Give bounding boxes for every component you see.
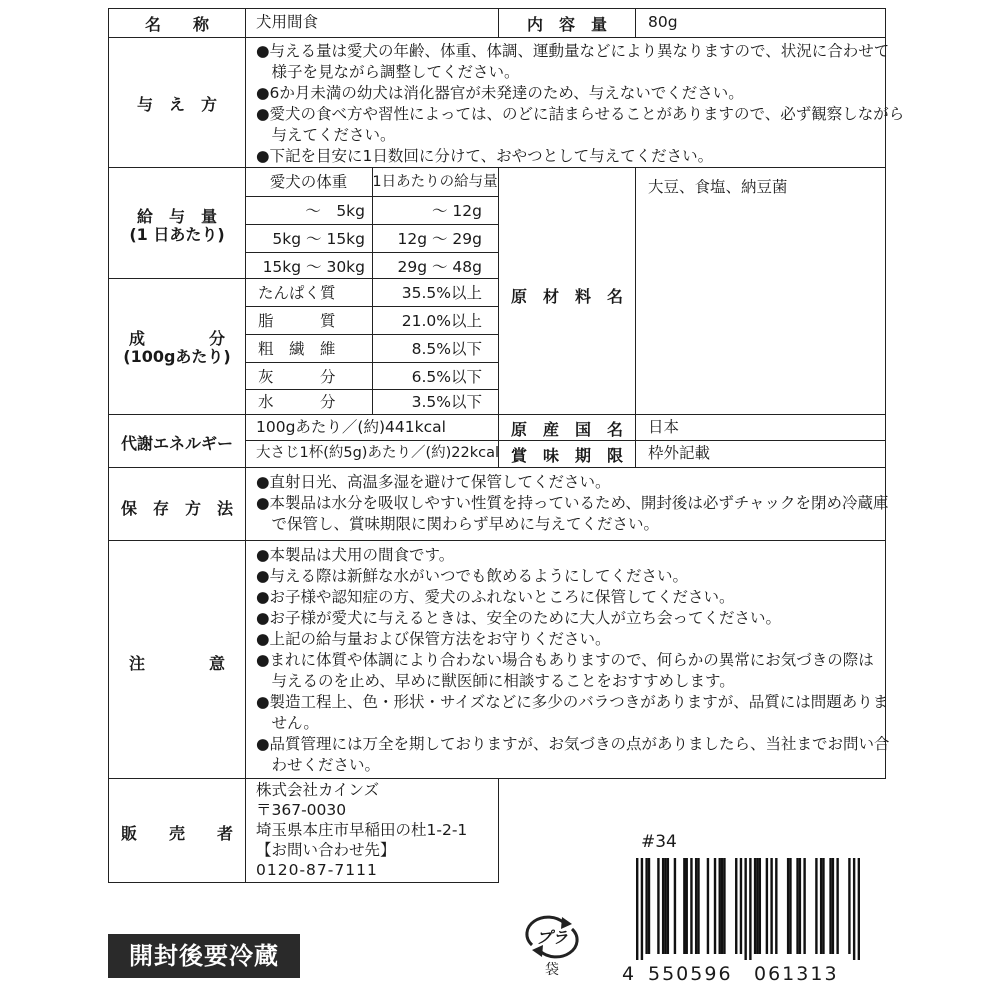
seller-line: 0120-87-7111	[256, 861, 378, 879]
barcode-bar	[648, 858, 650, 954]
barcode-bar	[848, 858, 850, 954]
barcode-bar	[799, 858, 801, 954]
weight-cell: 15kg 〜 30kg	[262, 258, 365, 276]
feeding-line: ●6か月未満の幼犬は消化器官が未発達のため、与えないでください。	[256, 84, 744, 102]
barcode-bar	[707, 858, 709, 954]
seller-line: 【お問い合わせ先】	[256, 841, 396, 859]
barcode-bar	[686, 858, 688, 954]
feeding-line: ●愛犬の食べ方や習性によっては、のどに詰まらせることがありますので、必ず観察しながら	[256, 105, 905, 123]
daily-amount-sublabel: (1 日あたり)	[129, 225, 225, 244]
barcode-bar	[832, 858, 834, 954]
recycle-mark	[524, 915, 580, 977]
barcode-bar	[664, 858, 666, 954]
divider	[635, 8, 636, 38]
barcode-bar	[641, 858, 643, 960]
storage-line: で保管し、賞味期限に関わらず早めに与えてください。	[256, 515, 660, 533]
nutrient-value: 3.5%以下	[411, 393, 482, 411]
composition-label: 成 分	[128, 329, 225, 348]
barcode-bar	[695, 858, 697, 954]
badge-text: 開封後要冷蔵	[129, 942, 279, 970]
nutrient-value: 35.5%以上	[401, 284, 482, 302]
barcode-bar	[822, 858, 824, 954]
divider	[245, 778, 246, 883]
barcode-bar	[657, 858, 659, 954]
recycle-caption: 袋	[545, 962, 559, 978]
divider	[245, 37, 246, 168]
origin-label: 原 産 国 名	[510, 420, 623, 439]
barcode-bar	[803, 858, 805, 954]
barcode-bar	[770, 858, 772, 954]
barcode-bar	[723, 858, 725, 954]
col-weight-header: 愛犬の体重	[269, 173, 348, 191]
nutrient-name: 脂 質	[258, 312, 336, 330]
barcode-first-digit: 4	[622, 963, 635, 985]
barcode-bar	[735, 858, 737, 954]
name-label: 名 称	[144, 15, 209, 34]
barcode-bar	[759, 858, 761, 954]
seller-line: 株式会社カインズ	[256, 781, 380, 799]
caution-line: ●上記の給与量および保管方法をお守りください。	[256, 630, 611, 648]
barcode-bar	[714, 858, 716, 954]
amount-cell: 12g 〜 29g	[397, 230, 482, 248]
divider	[245, 414, 246, 468]
barcode-bar	[775, 858, 777, 954]
caution-line: ●製造工程上、色・形状・サイズなどに多少のバラつきがありますが、品質には問題ありま	[256, 693, 889, 711]
origin-value: 日本	[648, 418, 680, 436]
nutrient-value: 8.5%以下	[411, 340, 482, 358]
energy-per-spoon: 大さじ1杯(約5g)あたり／(約)22kcal	[256, 445, 500, 461]
barcode-bar	[829, 858, 831, 954]
storage-label: 保 存 方 法	[120, 499, 233, 518]
caution-line: せん。	[256, 714, 319, 732]
feeding-line: 様子を見ながら調整してください。	[256, 63, 520, 81]
nutrient-name: たんぱく質	[258, 284, 336, 302]
storage-line: ●直射日光、高温多湿を避けて保管してください。	[256, 473, 611, 491]
nutrient-name: 水 分	[258, 393, 336, 411]
barcode	[636, 858, 860, 960]
ingredients-label: 原 材 料 名	[510, 287, 623, 306]
barcode-bar	[662, 858, 664, 954]
divider	[635, 414, 636, 468]
divider	[498, 8, 499, 38]
barcode-bar	[789, 858, 791, 954]
recycle-mark-text: プラ	[535, 928, 568, 947]
expiry-label: 賞 味 期 限	[510, 446, 623, 465]
nutrient-value: 6.5%以下	[411, 368, 482, 386]
barcode-bar	[674, 858, 676, 954]
amount-cell: 29g 〜 48g	[397, 258, 482, 276]
caution-line: ●本製品は犬用の間食です。	[256, 546, 455, 564]
barcode-bar	[796, 858, 798, 954]
barcode-group-2: 061313	[754, 963, 839, 985]
caution-line: 与えるのを止め、早めに獣医師に相談することをおすすめします。	[256, 672, 735, 690]
caution-line: ●まれに体質や体調により合わない場合もありますので、何らかの異常にお気づきの際は	[256, 651, 874, 669]
seller-label: 販 売 者	[120, 824, 233, 843]
barcode-bar	[858, 858, 860, 960]
storage-line: ●本製品は水分を吸収しやすい性質を持っているため、開封後は必ずチャックを閉め冷蔵庫	[256, 494, 889, 512]
barcode-bar	[697, 858, 699, 954]
caution-line: ●お子様や認知症の方、愛犬のふれないところに保管してください。	[256, 588, 735, 606]
content-label: 内 容 量	[526, 15, 607, 34]
expiry-value: 枠外記載	[648, 444, 711, 462]
barcode-bar	[721, 858, 723, 954]
energy-label: 代謝エネルギー	[120, 434, 233, 453]
barcode-bar	[815, 858, 817, 954]
divider	[635, 167, 636, 415]
caution-line: わせください。	[256, 756, 381, 774]
feeding-line: 与えてください。	[256, 126, 396, 144]
nutrient-value: 21.0%以上	[401, 312, 482, 330]
barcode-bar	[836, 858, 838, 954]
caution-label: 注 意	[128, 654, 225, 673]
refrigerate-after-opening-badge	[108, 934, 300, 978]
caution-line: ●与える際は新鮮な水がいつでも飲めるようにしてください。	[256, 567, 689, 585]
barcode-bar	[749, 858, 751, 960]
barcode-group-1: 550596	[648, 963, 733, 985]
barcode-bar	[690, 858, 692, 954]
divider	[245, 8, 246, 38]
barcode-code-label: #34	[641, 832, 677, 852]
seller-line: 埼玉県本庄市早稲田の杜1-2-1	[256, 821, 468, 839]
barcode-bar	[719, 858, 721, 954]
barcode-bar	[787, 858, 789, 954]
nutrient-name: 灰 分	[258, 368, 336, 386]
name-value: 犬用間食	[256, 13, 319, 31]
barcode-bar	[683, 858, 685, 954]
divider	[245, 467, 246, 541]
barcode-bar	[744, 858, 746, 960]
feeding-line: ●下記を目安に1日数回に分けて、おやつとして与えてください。	[256, 147, 714, 165]
composition-sublabel: (100gあたり)	[123, 347, 231, 366]
caution-line: ●お子様が愛犬に与えるときは、安全のために大人が立ち会ってください。	[256, 609, 782, 627]
daily-amount-label: 給 与 量	[136, 207, 217, 226]
barcode-bar	[667, 858, 669, 954]
content-value: 80g	[648, 13, 678, 31]
barcode-bar	[820, 858, 822, 954]
barcode-bar	[740, 858, 742, 954]
barcode-bar	[636, 858, 638, 960]
divider	[245, 540, 246, 779]
caution-line: ●品質管理には万全を期しておりますが、お気づきの点がありましたら、当社までお問い合	[256, 735, 890, 753]
feeding-line: ●与える量は愛犬の年齢、体重、体調、運動量などにより異なりますので、状況に合わせて	[256, 42, 890, 60]
energy-per-100g: 100gあたり／(約)441kcal	[256, 418, 446, 436]
barcode-bar	[756, 858, 758, 954]
feeding-label: 与 え 方	[136, 95, 217, 114]
divider	[245, 440, 886, 441]
barcode-bar	[766, 858, 768, 954]
barcode-bar	[754, 858, 756, 954]
barcode-bar	[645, 858, 647, 954]
barcode-bar	[853, 858, 855, 960]
ingredients-value: 大豆、食塩、納豆菌	[648, 178, 788, 196]
nutrient-name: 粗 繊 維	[258, 340, 336, 358]
divider	[498, 167, 499, 415]
weight-cell: 〜 5kg	[305, 202, 365, 220]
weight-cell: 5kg 〜 15kg	[272, 230, 365, 248]
amount-cell: 〜 12g	[432, 202, 482, 220]
col-amount-header: 1日あたりの給与量	[372, 174, 498, 190]
seller-line: 〒367-0030	[256, 801, 347, 819]
